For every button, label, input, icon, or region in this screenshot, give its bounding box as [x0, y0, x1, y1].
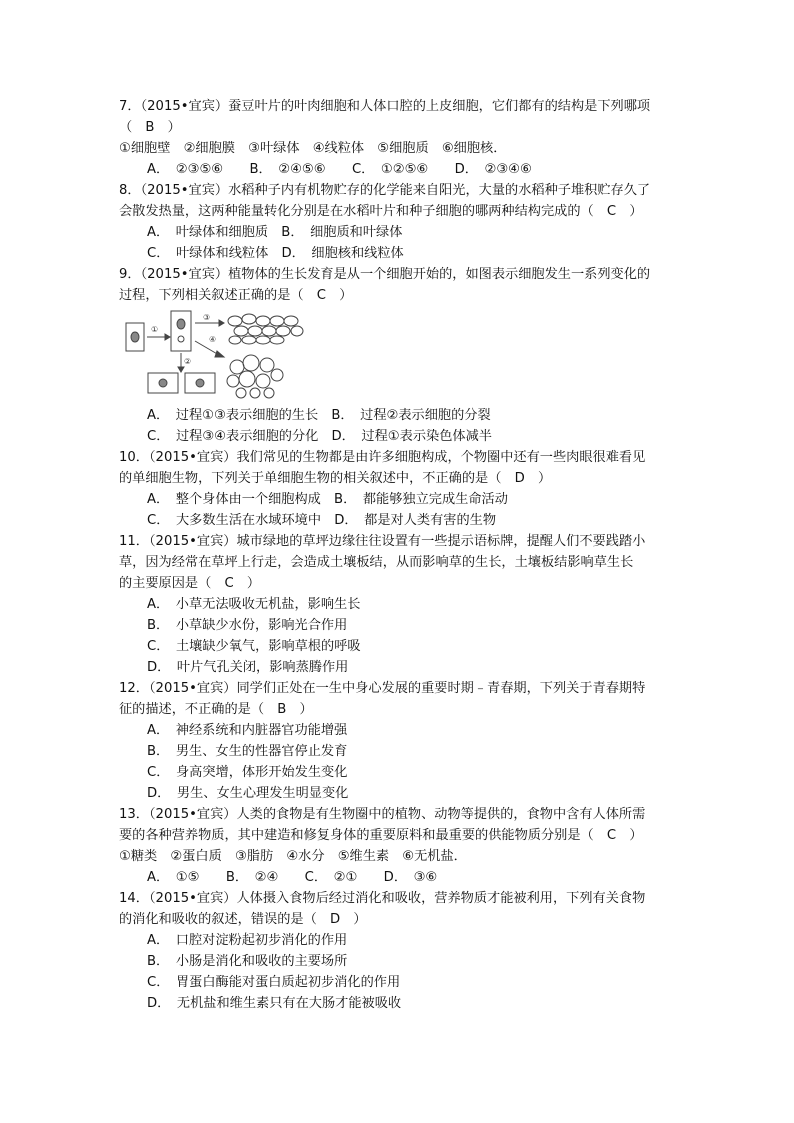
- fig-label-3: ③: [203, 313, 211, 322]
- exam-page: [119, 96, 679, 1014]
- cell-grown-nucleus: [177, 319, 185, 329]
- q11-stem-line2: 草，因为经常在草坪上行走，会造成土壤板结，从而影响草的生长，土壤板结影响草生长: [119, 555, 634, 570]
- q9-stem-line2: 过程，下列相关叙述正确的是（ C ）: [119, 288, 353, 303]
- tissue-cluster-upper: [228, 314, 303, 344]
- q14-option-b: B． 小肠是消化和吸收的主要场所: [147, 954, 348, 969]
- q10-stem-line2: 的单细胞生物，下列关于单细胞生物的相关叙述中，不正确的是（ D ）: [119, 471, 552, 486]
- q10-stem-line1: 10．（2015•宜宾）我们常见的生物都是由许多细胞构成，个物圈中还有一些肉眼很难看见: [119, 450, 646, 465]
- q9-options-cd: C． 过程③④表示细胞的分化 D． 过程①表示染色体减半: [147, 429, 492, 444]
- q12-option-d: D． 男生、女生心理发生明显变化: [147, 786, 349, 801]
- q12-stem-line2: 征的描述，不正确的是（ B ）: [119, 702, 313, 717]
- arrow-2-head: [178, 367, 184, 372]
- q7-items: ①细胞壁 ②细胞膜 ③叶绿体 ④线粒体 ⑤细胞质 ⑥细胞核．: [119, 141, 507, 156]
- q7-stem-line1: 7．（2015•宜宾）蚕豆叶片的叶肉细胞和人体口腔的上皮细胞，它们都有的结构是下列哪项: [119, 99, 651, 114]
- q13-options: A． ①⑤ B． ②④ C． ②① D． ③⑥: [147, 870, 438, 885]
- arrow-3-head: [219, 320, 224, 326]
- cell-diagram-svg: [123, 309, 323, 399]
- q7-options: A． ②③⑤⑥ B． ②④⑤⑥ C． ①②⑤⑥ D． ②③④⑥: [147, 162, 532, 177]
- q11-option-a: A． 小草无法吸收无机盐，影响生长: [147, 597, 361, 612]
- cell-single-nucleus: [131, 332, 139, 342]
- q12-option-a: A． 神经系统和内脏器官功能增强: [147, 723, 348, 738]
- q11-stem-line1: 11．（2015•宜宾）城市绿地的草坪边缘往往设置有一些提示语标牌，提醒人们不要践踏小: [119, 534, 646, 549]
- q9-options-ab: A． 过程①③表示细胞的生长 B． 过程②表示细胞的分裂: [147, 408, 491, 423]
- daughter-cell-2-nucleus: [196, 379, 204, 387]
- q13-stem-line2: 要的各种营养物质，其中建造和修复身体的重要原料和最重要的供能物质分别是（ C ）: [119, 828, 643, 843]
- q8-options-cd: C． 叶绿体和线粒体 D． 细胞核和线粒体: [147, 246, 404, 261]
- q10-options-ab: A． 整个身体由一个细胞构成 B． 都能够独立完成生命活动: [147, 492, 508, 507]
- q13-stem-line1: 13．（2015•宜宾）人类的食物是有生物圈中的植物、动物等提供的，食物中含有人体所需: [119, 807, 646, 822]
- q12-stem-line1: 12．（2015•宜宾）同学们正处在一生中身心发展的重要时期﹣青春期，下列关于青春期特: [119, 681, 646, 696]
- q12-option-c: C． 身高突增，体形开始发生变化: [147, 765, 348, 780]
- q14-stem-line1: 14．（2015•宜宾）人体摄入食物后经过消化和吸收，营养物质才能被利用，下列有关食物: [119, 891, 646, 906]
- tissue-cluster-lower: [227, 355, 283, 398]
- q10-options-cd: C． 大多数生活在水域环境中 D． 都是对人类有害的生物: [147, 513, 497, 528]
- daughter-cell-1-nucleus: [159, 379, 167, 387]
- fig-label-4: ④: [209, 335, 217, 344]
- q8-options-ab: A． 叶绿体和细胞质 B． 细胞质和叶绿体: [147, 225, 403, 240]
- q11-option-c: C． 土壤缺少氧气，影响草根的呼吸: [147, 639, 361, 654]
- q7-stem-line2: （ B ）: [119, 120, 181, 135]
- cell-grown-vacuole: [178, 336, 184, 342]
- cell-division-figure: [123, 309, 679, 399]
- arrow-4-head: [215, 351, 224, 357]
- fig-label-2: ②: [184, 357, 192, 366]
- q14-option-c: C． 胃蛋白酶能对蛋白质起初步消化的作用: [147, 975, 401, 990]
- q14-option-d: D． 无机盐和维生素只有在大肠才能被吸收: [147, 996, 402, 1011]
- cell-grown: [171, 311, 191, 351]
- arrow-1-head: [165, 334, 170, 340]
- q14-stem-line2: 的消化和吸收的叙述，错误的是（ D ）: [119, 912, 367, 927]
- q13-items: ①糖类 ②蛋白质 ③脂肪 ④水分 ⑤维生素 ⑥无机盐．: [119, 849, 467, 864]
- q9-stem-line1: 9．（2015•宜宾）植物体的生长发育是从一个细胞开始的，如图表示细胞发生一系列变化的: [119, 267, 651, 282]
- q11-option-d: D． 叶片气孔关闭，影响蒸腾作用: [147, 660, 349, 675]
- q12-option-b: B． 男生、女生的性器官停止发育: [147, 744, 348, 759]
- q8-stem-line1: 8．（2015•宜宾）水稻种子内有机物贮存的化学能来自阳光，大量的水稻种子堆积贮存久了: [119, 183, 651, 198]
- q11-option-b: B． 小草缺少水份，影响光合作用: [147, 618, 348, 633]
- q11-stem-line3: 的主要原因是（ C ）: [119, 576, 261, 591]
- q14-option-a: A． 口腔对淀粉起初步消化的作用: [147, 933, 348, 948]
- q8-stem-line2: 会散发热量，这两种能量转化分别是在水稻叶片和种子细胞的哪两种结构完成的（ C ）: [119, 204, 643, 219]
- fig-label-1: ①: [151, 325, 159, 334]
